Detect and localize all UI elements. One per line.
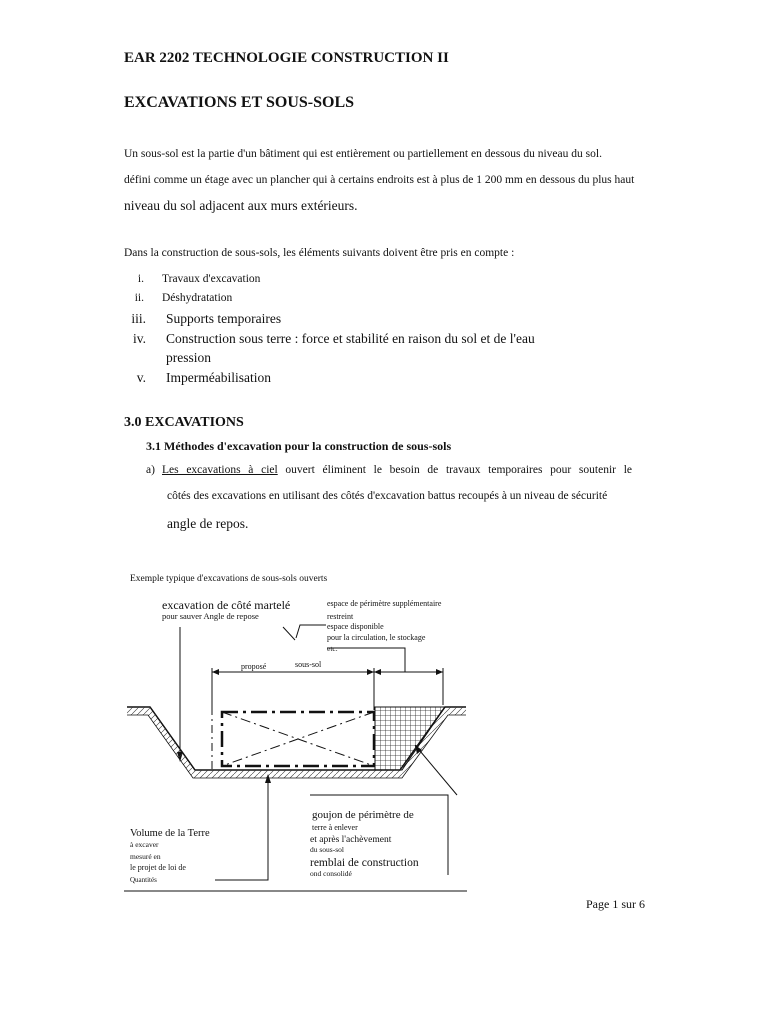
label-backfill-1: goujon de périmètre de xyxy=(312,809,414,821)
label-volume-5: Quantités xyxy=(130,876,157,884)
section-heading: 3.0 EXCAVATIONS xyxy=(124,415,244,430)
list-number: i. xyxy=(137,273,144,285)
label-proposed: proposé xyxy=(241,662,267,671)
list-text: Travaux d'excavation xyxy=(162,273,261,285)
label-backfill-3: et après l'achèvement xyxy=(310,835,392,845)
list-number: ii. xyxy=(134,292,144,304)
considerations-lead: Dans la construction de sous-sols, les éléments suivants doivent être pris en compte : xyxy=(124,247,515,259)
list-number: iii. xyxy=(131,311,146,326)
leader-perimeter xyxy=(327,648,405,672)
label-perimeter-4: pour la circulation, le stockage xyxy=(327,633,426,642)
list-text: Construction sous terre : force et stabilité en raison du sol et de l'eau xyxy=(166,331,535,346)
underlined-phrase: Les excavations à ciel xyxy=(162,464,278,476)
label-perimeter-1: espace de périmètre supplémentaire xyxy=(327,599,442,608)
leader-volume xyxy=(215,775,268,880)
document-title: EXCAVATIONS ET SOUS-SOLS xyxy=(124,94,355,111)
list-number: iv. xyxy=(133,331,146,346)
list-number: v. xyxy=(136,370,146,385)
label-perimeter-5: etc. xyxy=(327,644,338,653)
intro-line-1: Un sous-sol est la partie d'un bâtiment qui est entièrement ou partiellement en dessous du niveau du sol. xyxy=(124,148,602,160)
paragraph-line-2: côtés des excavations en utilisant des côtés d'excavation battus recoupés à un niveau de sécurité xyxy=(167,490,608,502)
label-volume-4: le projet de loi de xyxy=(130,863,186,872)
course-title: EAR 2202 TECHNOLOGIE CONSTRUCTION II xyxy=(124,50,449,66)
intro-line-3: niveau du sol adjacent aux murs extérieurs. xyxy=(124,198,358,213)
label-perimeter-3: espace disponible xyxy=(327,622,384,631)
label-backfill-6: ond consolidé xyxy=(310,869,352,878)
intro-line-2: défini comme un étage avec un plancher qui à certains endroits est à plus de 1 200 mm en dessous du plus haut xyxy=(124,174,635,186)
figure-caption: Exemple typique d'excavations de sous-sols ouverts xyxy=(130,574,328,584)
paragraph-rest: ouvert éliminent le besoin de travaux temporaires pour soutenir le xyxy=(277,464,632,476)
list-text: Supports temporaires xyxy=(166,311,282,326)
list-text: Déshydratation xyxy=(162,292,233,304)
page-number: Page 1 sur 6 xyxy=(586,897,645,911)
label-angle-of-repose: pour sauver Angle de repose xyxy=(162,611,259,621)
label-basement: sous-sol xyxy=(295,660,322,669)
list-text: Imperméabilisation xyxy=(166,370,271,385)
label-volume-3: mesuré en xyxy=(130,852,161,861)
label-backfill-5: remblai de construction xyxy=(310,857,419,869)
label-volume-1: Volume de la Terre xyxy=(130,828,210,839)
list-text-continued: pression xyxy=(166,350,211,365)
label-volume-2: à excaver xyxy=(130,840,159,849)
paragraph-line-3: angle de repos. xyxy=(167,516,249,531)
label-battered-side: excavation de côté martelé xyxy=(162,598,291,612)
label-backfill-4: du sous-sol xyxy=(310,845,344,854)
label-backfill-2: terre à enlever xyxy=(312,823,358,832)
subsection-heading: 3.1 Méthodes d'excavation pour la construction de sous-sols xyxy=(146,439,452,453)
label-perimeter-2: restreint xyxy=(327,612,354,621)
paragraph-label: a) xyxy=(146,464,155,476)
